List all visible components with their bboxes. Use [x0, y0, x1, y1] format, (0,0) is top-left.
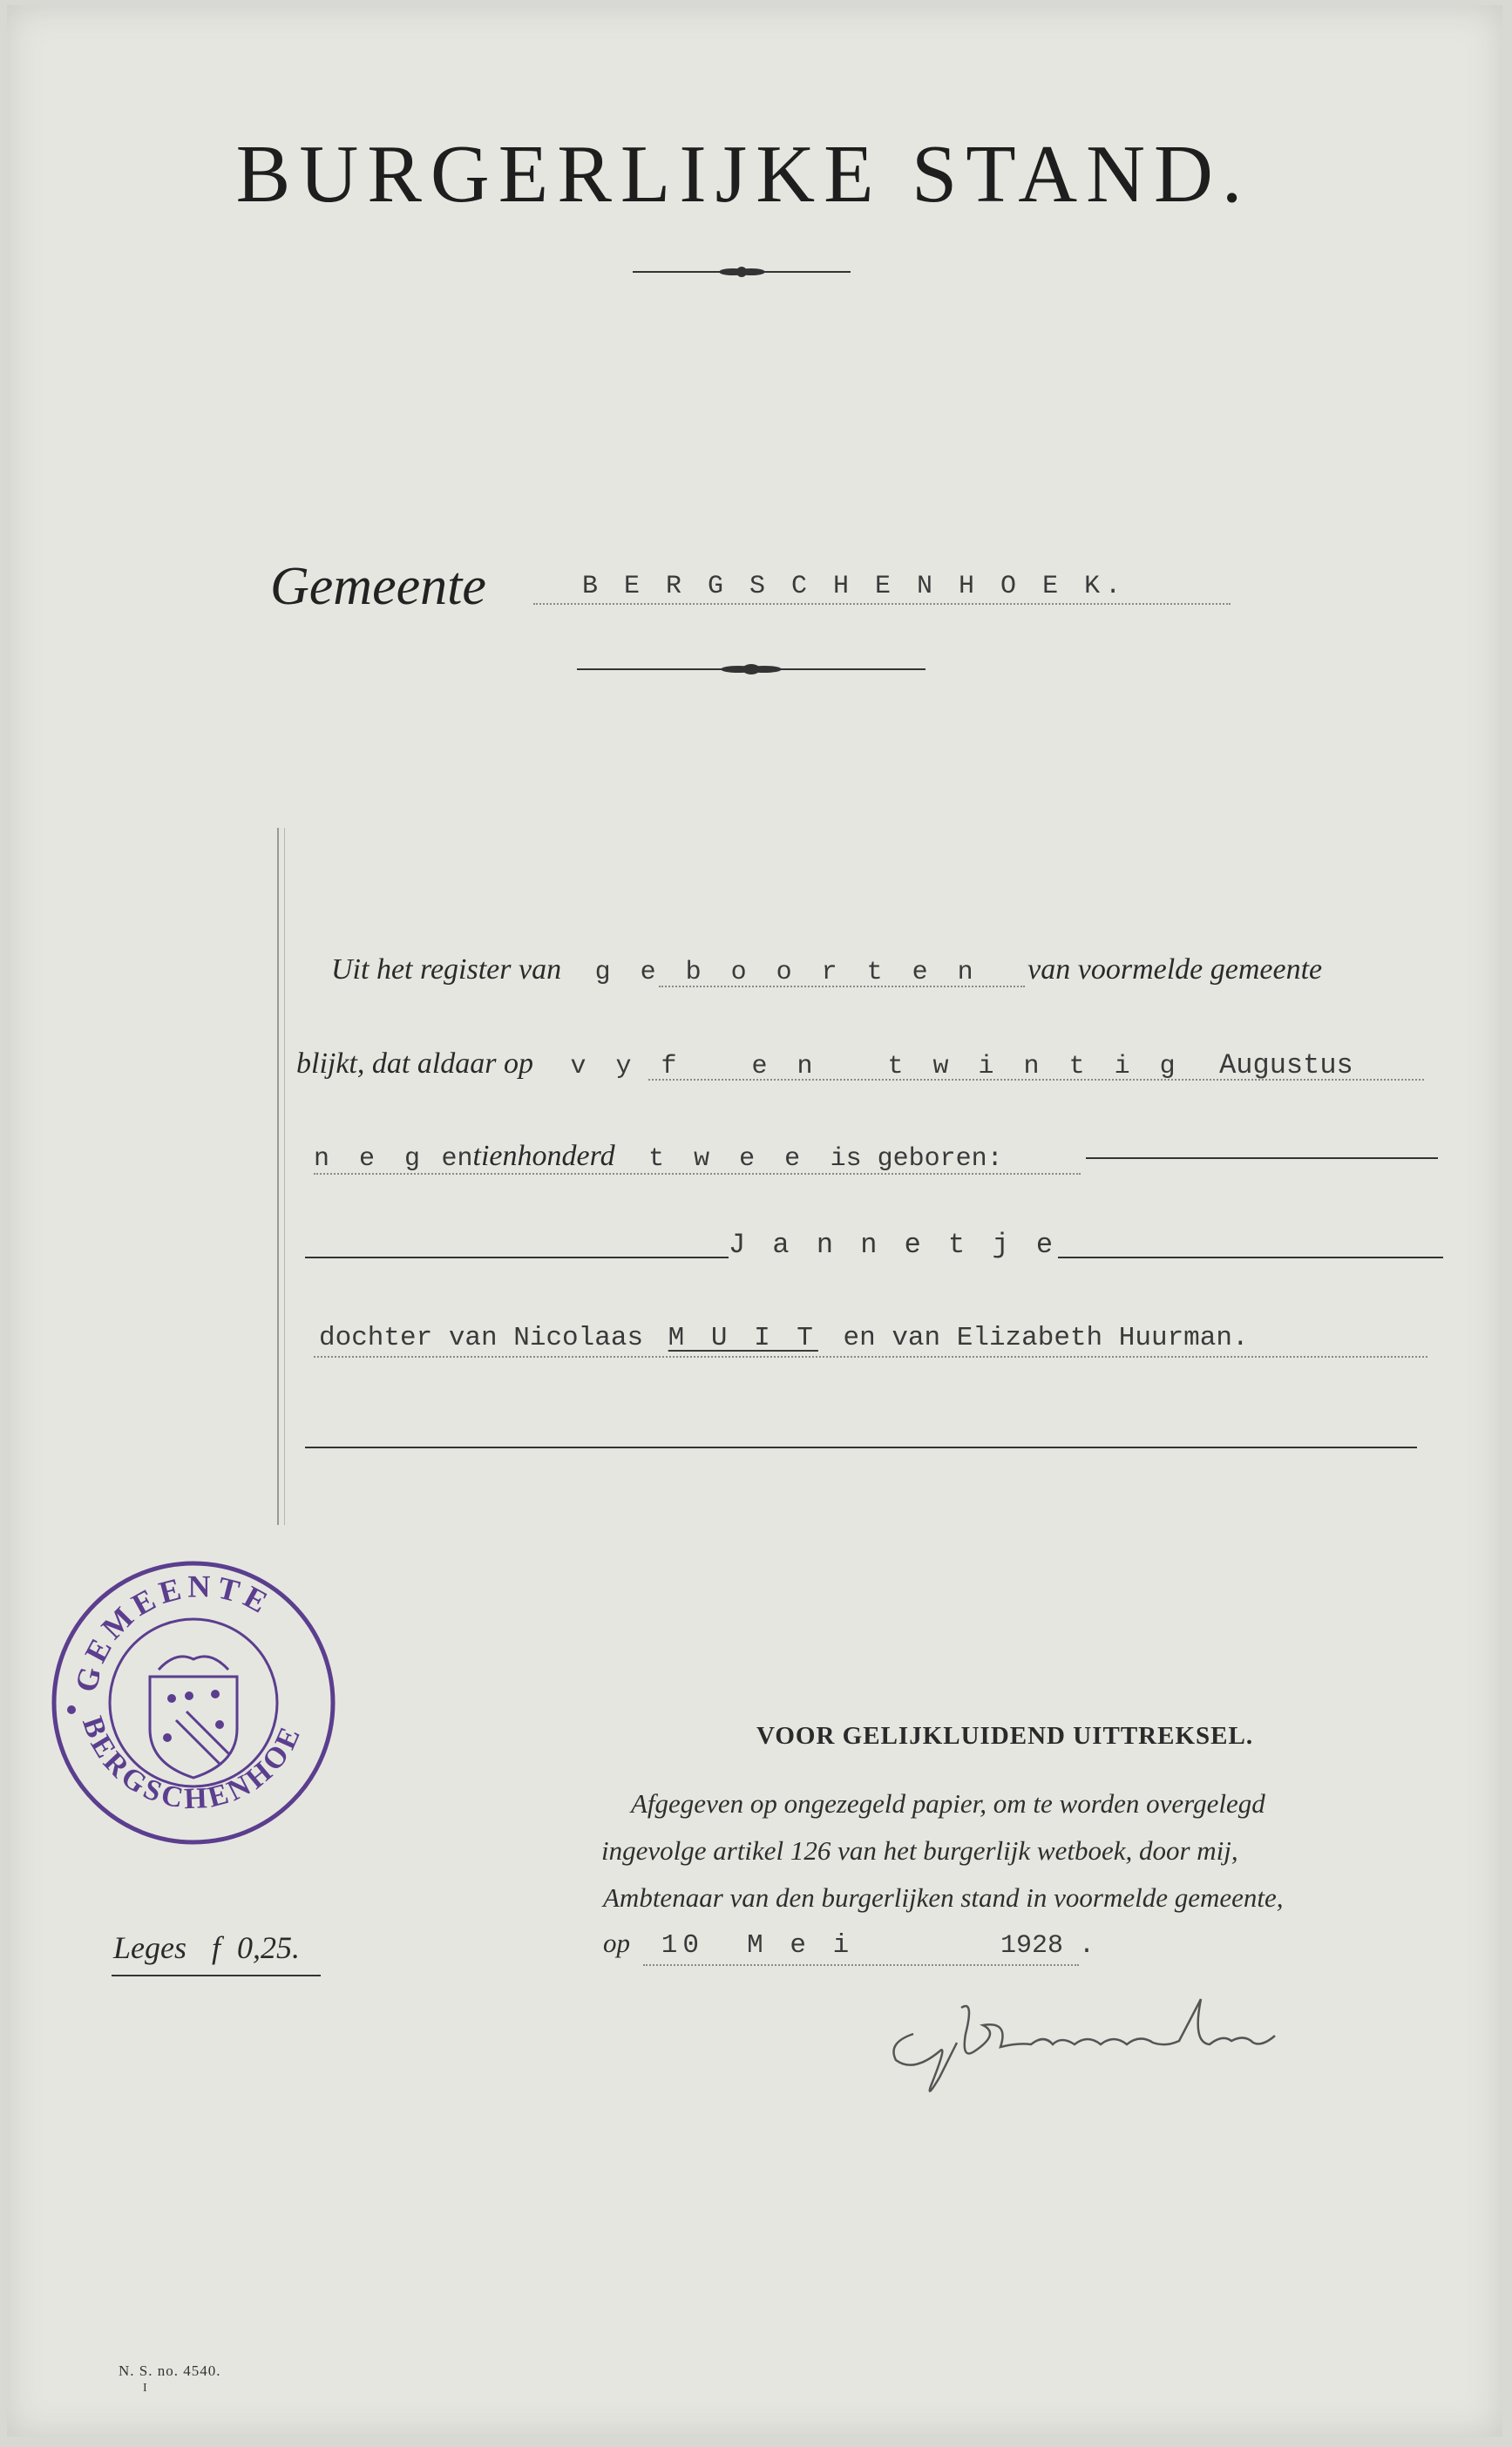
line2-pre: blijkt, dat aldaar op: [296, 1047, 533, 1080]
form-number: N. S. no. 4540.: [119, 2362, 221, 2379]
stamp-top-text: GEMEENTE: [68, 1569, 278, 1696]
extract-line-1: [331, 953, 1322, 987]
line1-typed: g e b o o r t e n: [594, 958, 980, 987]
extract-line-2: [296, 1047, 1353, 1081]
fee-label: [113, 1929, 300, 1966]
certification-line-3: Ambtenaar van den burgerlijken stand in voormelde gemeente,: [603, 1882, 1284, 1913]
fee-amount: 0,25.: [237, 1930, 301, 1965]
form-number-sub: I: [143, 2382, 147, 2395]
line3-typed-a: n e g: [314, 1144, 428, 1174]
certification-date: [603, 1928, 1095, 1961]
stamp-bottom-text: BERGSCHENHOE: [75, 1712, 309, 1816]
line2-typed: v y f e n t w i n t i g: [570, 1052, 1183, 1081]
certification-line-1: Afgegeven op ongezegeld papier, om te worden overgelegd: [631, 1788, 1265, 1819]
line3-mid: tienhonderd: [472, 1140, 615, 1172]
margin-line: [277, 828, 279, 1525]
fee-underline: [112, 1975, 321, 1976]
extract-line-5: [319, 1323, 1249, 1353]
margin-line-inner: [284, 828, 285, 1525]
line1-post: van voormelde gemeente: [1027, 953, 1323, 986]
blank-rule: [305, 1447, 1417, 1448]
line2-month: Augustus: [1219, 1049, 1353, 1081]
date-prefix: op: [603, 1928, 630, 1958]
line5-surname: M U I T: [668, 1323, 818, 1353]
fee-currency: f: [212, 1930, 221, 1965]
line1-pre: Uit het register van: [331, 953, 562, 986]
ornament-divider: [633, 263, 851, 281]
line3-typed-d: is geboren:: [830, 1144, 1003, 1174]
date-typed: 10 M e i: [661, 1930, 855, 1961]
date-year: 1928 .: [1000, 1931, 1095, 1961]
municipal-stamp: [45, 1555, 342, 1851]
certification-line-2: ingevolge artikel 126 van het burgerlijk wetboek, door mij,: [601, 1835, 1238, 1866]
extract-line-3: [314, 1140, 1003, 1174]
document-page: [7, 5, 1502, 2437]
signature-graphic: [878, 1982, 1332, 2104]
municipality-name: B E R G S C H E N H O E K.: [582, 572, 1127, 601]
ornament-divider-2: [577, 661, 926, 678]
stamp-seal-graphic: [45, 1555, 342, 1851]
line5-pre: dochter van Nicolaas: [319, 1323, 644, 1353]
page-title: BURGERLIJKE STAND.: [235, 129, 1251, 220]
line3-typed-b: en: [441, 1144, 473, 1174]
child-name: J a n n e t j e: [729, 1229, 1059, 1261]
line5-post: en van Elizabeth Huurman.: [843, 1323, 1249, 1353]
signature: [878, 1982, 1332, 2104]
line3-typed-c: t w e e: [648, 1144, 808, 1174]
line3-rule: [1086, 1157, 1438, 1159]
fee-word: Leges: [113, 1930, 186, 1965]
municipality-label: Gemeente: [270, 557, 486, 616]
certification-heading: VOOR GELIJKLUIDEND UITTREKSEL.: [756, 1722, 1254, 1750]
